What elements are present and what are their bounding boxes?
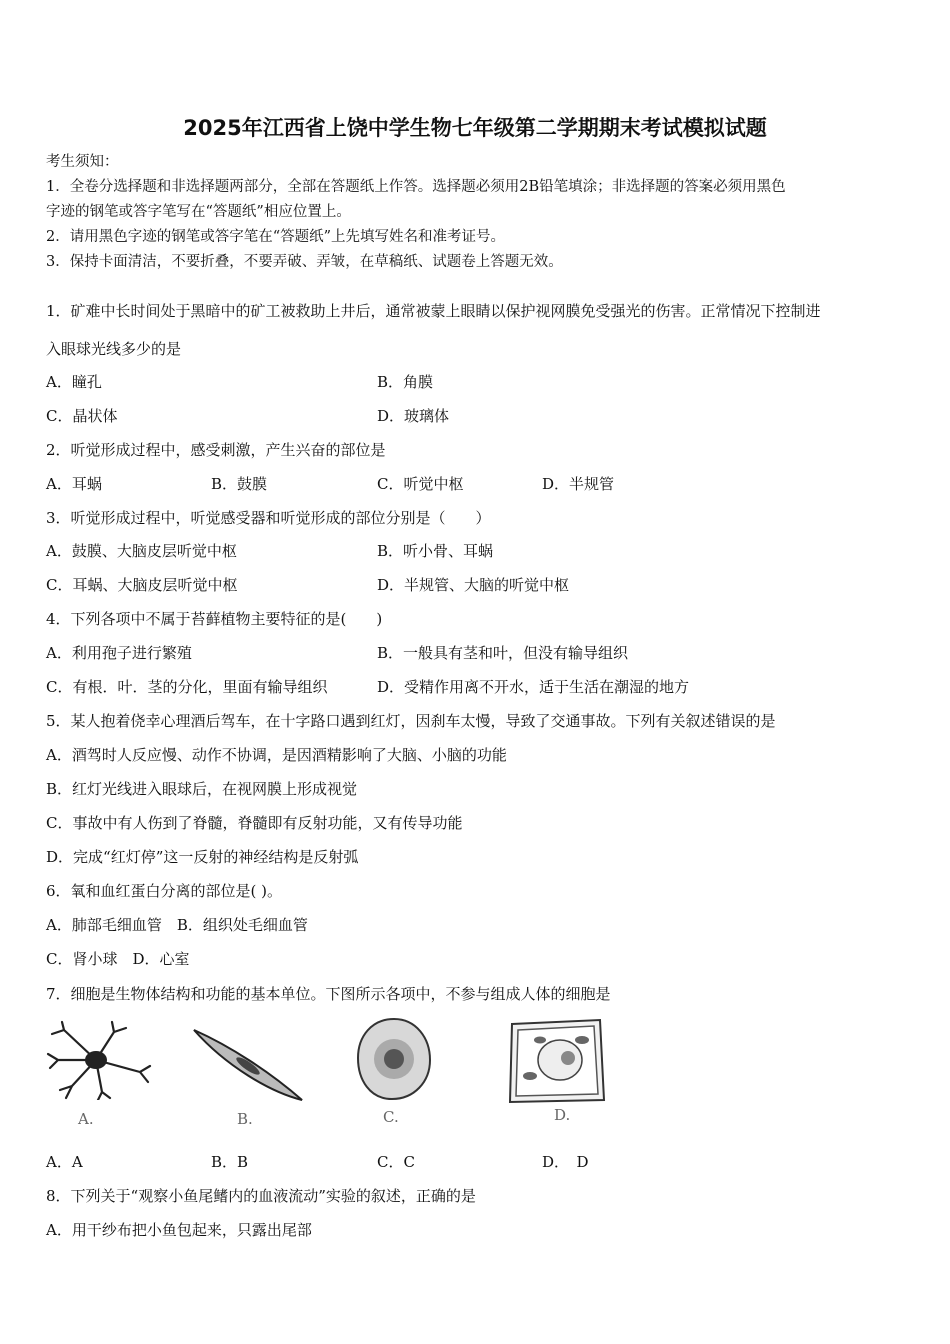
- option-a[interactable]: A．耳蜗: [46, 475, 102, 493]
- option-d[interactable]: D． D: [542, 1153, 589, 1171]
- option-a[interactable]: A．鼓膜、大脑皮层听觉中枢: [46, 542, 237, 560]
- figure-label-b: B.: [237, 1110, 253, 1128]
- option-c[interactable]: C．听觉中枢: [377, 475, 464, 493]
- option-b[interactable]: B．听小骨、耳蜗: [377, 542, 494, 560]
- option-d[interactable]: D．受精作用离不开水，适于生活在潮湿的地方: [377, 678, 690, 696]
- question-stem: 6．氧和血红蛋白分离的部位是( )。: [46, 882, 283, 900]
- figure-label-c: C.: [383, 1108, 399, 1126]
- question-stem: 5．某人抱着侥幸心理酒后驾车，在十字路口遇到红灯，因刹车太慢，导致了交通事故。下列有关叙述错误的是: [46, 712, 776, 730]
- round-cell-figure: [354, 1016, 434, 1102]
- option-c[interactable]: C．晶状体: [46, 407, 118, 425]
- option-a[interactable]: A．利用孢子进行繁殖: [46, 644, 192, 662]
- option-b[interactable]: B．B: [211, 1153, 249, 1171]
- option-a[interactable]: A．A: [46, 1153, 83, 1171]
- exam-title: 2025年江西省上饶中学生物七年级第二学期期末考试模拟试题: [183, 116, 767, 140]
- option-c[interactable]: C．事故中有人伤到了脊髓，脊髓即有反射功能，又有传导功能: [46, 814, 463, 832]
- question-stem: 3．听觉形成过程中，听觉感受器和听觉形成的部位分别是（ ）: [46, 509, 491, 527]
- option-ab[interactable]: A．肺部毛细血管 B．组织处毛细血管: [46, 916, 308, 934]
- plant-cell-figure: [504, 1016, 608, 1106]
- notice-item: 3．保持卡面清洁，不要折叠，不要弄破、弄皱，在草稿纸、试题卷上答题无效。: [46, 254, 563, 270]
- question-stem: 8．下列关于“观察小鱼尾鳍内的血液流动”实验的叙述，正确的是: [46, 1187, 476, 1205]
- option-c[interactable]: C．耳蜗、大脑皮层听觉中枢: [46, 576, 238, 594]
- option-b[interactable]: B．角膜: [377, 373, 434, 391]
- figure-label-a: A.: [78, 1110, 94, 1128]
- option-d[interactable]: D．完成“红灯停”这一反射的神经结构是反射弧: [46, 848, 359, 866]
- option-cd[interactable]: C．肾小球 D．心室: [46, 950, 190, 968]
- notice-item: 2．请用黑色字迹的钢笔或答字笔在“答题纸”上先填写姓名和准考证号。: [46, 229, 506, 245]
- figure-label-d: D.: [554, 1106, 571, 1124]
- question-stem: 1．矿难中长时间处于黑暗中的矿工被救助上井后，通常被蒙上眼睛以保护视网膜免受强光的伤害。正常情况下控制进: [46, 302, 821, 320]
- option-a[interactable]: A．用干纱布把小鱼包起来，只露出尾部: [46, 1221, 312, 1239]
- option-d[interactable]: D．玻璃体: [377, 407, 450, 425]
- neuron-cell-figure: [44, 1020, 154, 1100]
- question-stem: 7．细胞是生物体结构和功能的基本单位。下图所示各项中，不参与组成人体的细胞是: [46, 985, 611, 1003]
- notice-item: 字迹的钢笔或答字笔写在“答题纸”相应位置上。: [46, 204, 351, 220]
- option-d[interactable]: D．半规管、大脑的听觉中枢: [377, 576, 570, 594]
- question-stem: 入眼球光线多少的是: [46, 340, 182, 358]
- muscle-cell-figure: [190, 1026, 306, 1106]
- option-c[interactable]: C．C: [377, 1153, 415, 1171]
- option-b[interactable]: B．鼓膜: [211, 475, 268, 493]
- question-stem: 4．下列各项中不属于苔藓植物主要特征的是( ): [46, 610, 383, 628]
- option-d[interactable]: D．半规管: [542, 475, 615, 493]
- option-a[interactable]: A．酒驾时人反应慢、动作不协调，是因酒精影响了大脑、小脑的功能: [46, 746, 507, 764]
- notice-heading: 考生须知：: [46, 154, 119, 170]
- question-stem: 2．听觉形成过程中，感受刺激，产生兴奋的部位是: [46, 441, 386, 459]
- option-b[interactable]: B．红灯光线进入眼球后，在视网膜上形成视觉: [46, 780, 358, 798]
- notice-item: 1．全卷分选择题和非选择题两部分，全部在答题纸上作答。选择题必须用2B铅笔填涂；非选择题的答案必须用黑色: [46, 179, 786, 195]
- option-c[interactable]: C．有根．叶．茎的分化，里面有输导组织: [46, 678, 328, 696]
- option-b[interactable]: B．一般具有茎和叶，但没有输导组织: [377, 644, 629, 662]
- option-a[interactable]: A．瞳孔: [46, 373, 102, 391]
